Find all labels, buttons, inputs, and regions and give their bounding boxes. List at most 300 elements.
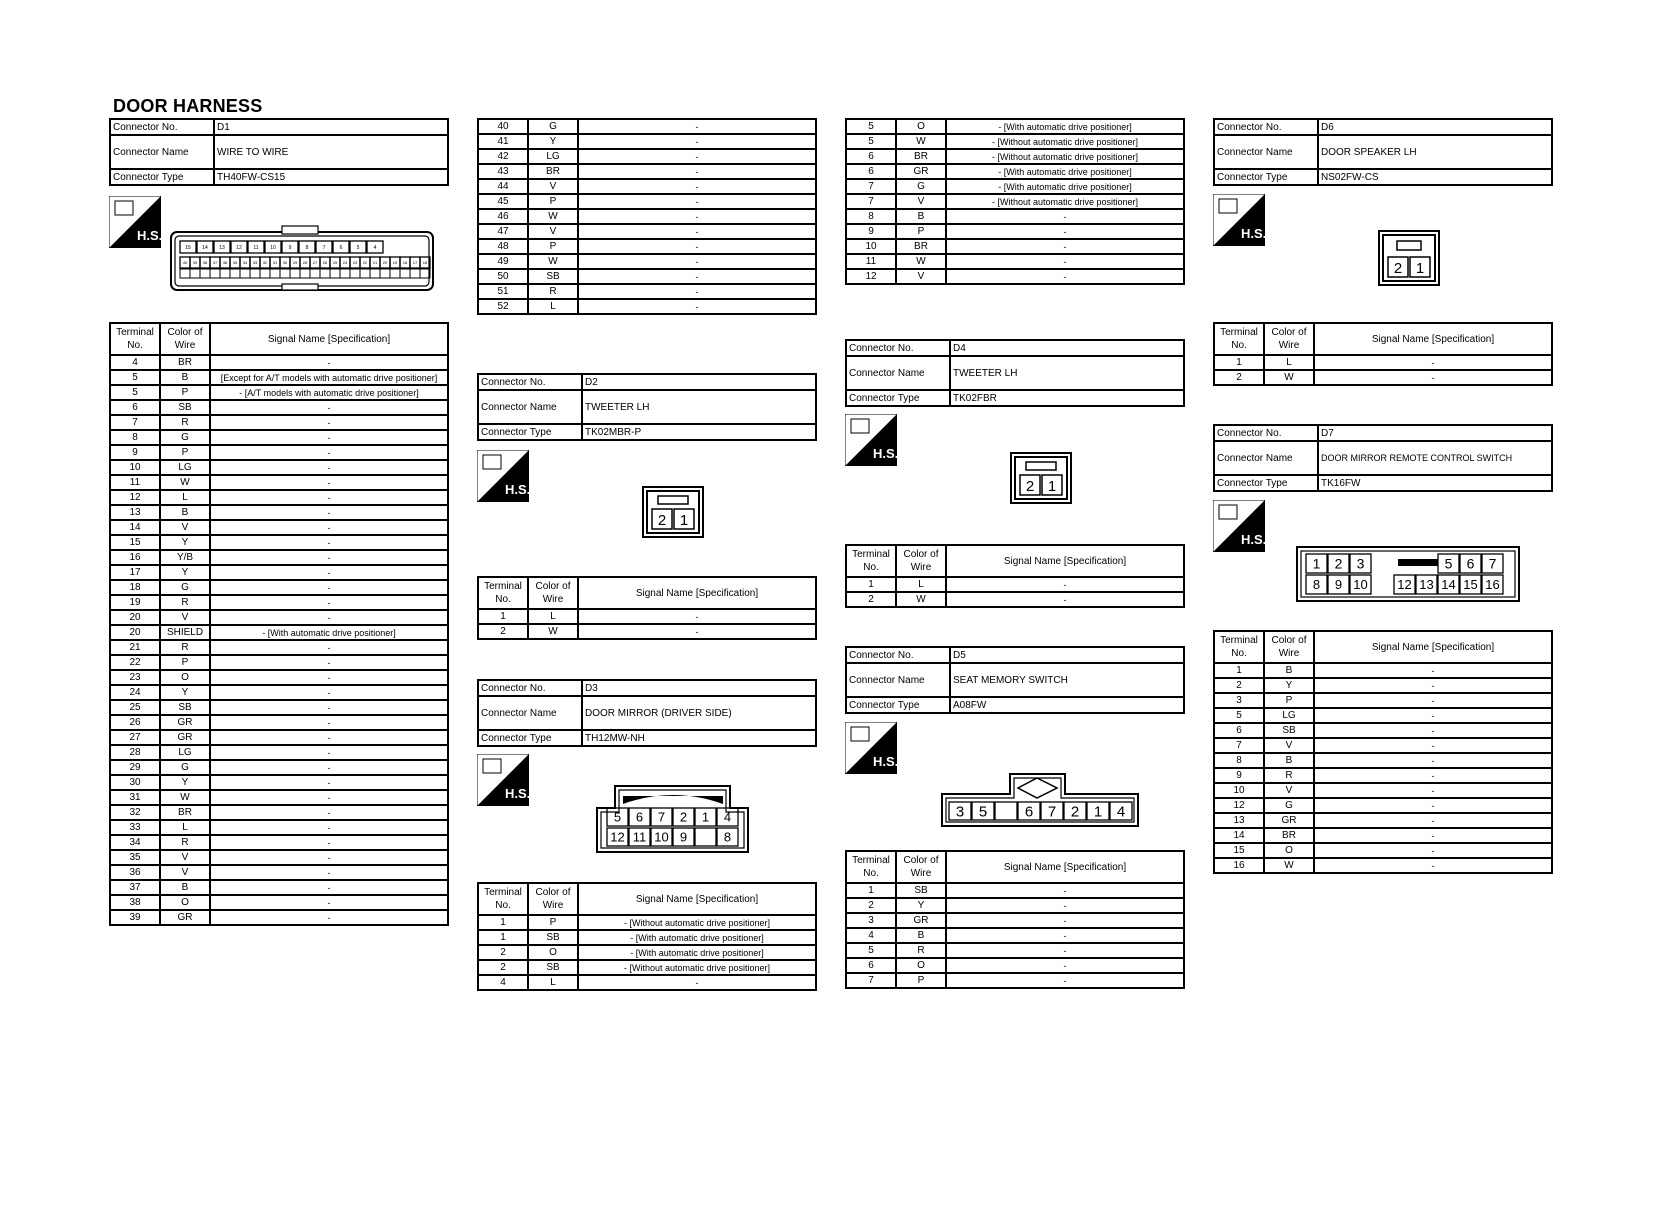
connector-no-label: Connector No. [846, 647, 950, 663]
color-cell: G [1264, 798, 1314, 813]
terminal-cell: 1 [846, 883, 896, 898]
connector-type-value: TK16FW [1318, 475, 1552, 491]
connector-name-value: SEAT MEMORY SWITCH [950, 663, 1184, 697]
pin-label: 5 [613, 809, 622, 825]
table-row [1214, 798, 1552, 813]
table-row [110, 595, 448, 610]
terminal-cell: 6 [110, 400, 160, 415]
connector-name-label: Connector Name [478, 696, 582, 730]
signal-cell: [Except for A/T models with automatic drive positioner] [210, 370, 448, 385]
table-row [110, 520, 448, 535]
color-cell: Y/B [160, 550, 210, 565]
connector-d6-diagram [1378, 230, 1440, 291]
table-row [846, 119, 1184, 134]
color-cell: SB [1264, 723, 1314, 738]
color-cell: L [160, 490, 210, 505]
pin-label: 7 [1047, 803, 1057, 821]
table-row [478, 960, 816, 975]
pin-label: 28 [302, 259, 308, 265]
terminal-cell: 13 [1214, 813, 1264, 828]
color-cell: R [528, 284, 578, 299]
terminal-cell: 4 [110, 355, 160, 370]
signal-cell: - [946, 898, 1184, 913]
color-cell: P [160, 385, 210, 400]
table-row [1214, 693, 1552, 708]
color-cell: O [160, 895, 210, 910]
connector-name-value: TWEETER LH [582, 390, 816, 424]
pin-label: 13 [219, 244, 225, 251]
terminal-cell: 25 [110, 700, 160, 715]
color-of-wire-header: Color of Wire [1264, 631, 1314, 663]
table-row [1214, 355, 1552, 370]
terminal-cell: 23 [110, 670, 160, 685]
terminal-cell: 1 [1214, 355, 1264, 370]
color-cell: G [160, 580, 210, 595]
table-row [110, 655, 448, 670]
table-row [478, 269, 816, 284]
pin-label: 29 [292, 259, 298, 265]
signal-cell: - [1314, 828, 1552, 843]
terminal-no-header: Terminal No. [478, 577, 528, 609]
pin-label: 35 [232, 259, 238, 265]
color-cell: V [896, 194, 946, 209]
terminal-cell: 9 [846, 224, 896, 239]
color-cell: LG [160, 745, 210, 760]
table-row [110, 415, 448, 430]
color-cell: SB [160, 700, 210, 715]
terminal-cell: 8 [1214, 753, 1264, 768]
signal-cell: - [210, 430, 448, 445]
signal-cell: - [210, 745, 448, 760]
color-cell: Y [160, 775, 210, 790]
pin-label: 4 [723, 809, 732, 825]
table-row [110, 370, 448, 385]
terminal-cell: 17 [110, 565, 160, 580]
color-cell: V [160, 850, 210, 865]
color-cell: V [160, 520, 210, 535]
table-row [110, 910, 448, 925]
color-cell: SB [528, 930, 578, 945]
pin-label: 27 [312, 259, 318, 265]
pin-label: 10 [270, 244, 276, 251]
table-row [110, 670, 448, 685]
terminal-cell: 13 [110, 505, 160, 520]
connector-d4-terminal-table [845, 544, 1185, 608]
connector-no-label: Connector No. [478, 680, 582, 696]
signal-cell: - [578, 239, 816, 254]
terminal-cell: 2 [1214, 678, 1264, 693]
table-row [110, 610, 448, 625]
terminal-cell: 15 [1214, 843, 1264, 858]
signal-cell: - [578, 209, 816, 224]
table-row [478, 134, 816, 149]
signal-cell: - [210, 535, 448, 550]
terminal-cell: 48 [478, 239, 528, 254]
terminal-no-header: Terminal No. [846, 851, 896, 883]
terminal-cell: 5 [846, 134, 896, 149]
terminal-cell: 1 [478, 609, 528, 624]
pin-label: 38 [202, 259, 208, 265]
signal-cell: - [210, 910, 448, 925]
connector-d4-info [845, 339, 1185, 407]
pin-label: 1 [1312, 555, 1321, 572]
terminal-cell: 7 [846, 194, 896, 209]
signal-cell: - [578, 609, 816, 624]
signal-cell: - [210, 550, 448, 565]
pin-label: 24 [342, 259, 348, 265]
connector-type-value: A08FW [950, 697, 1184, 713]
color-cell: R [160, 595, 210, 610]
pin-label: 17 [412, 259, 418, 265]
signal-cell: - [210, 805, 448, 820]
terminal-cell: 22 [110, 655, 160, 670]
table-row [110, 865, 448, 880]
signal-cell: - [1314, 768, 1552, 783]
signal-cell: - [1314, 708, 1552, 723]
terminal-cell: 20 [110, 610, 160, 625]
terminal-cell: 19 [110, 595, 160, 610]
color-cell: V [528, 179, 578, 194]
connector-no-label: Connector No. [846, 340, 950, 356]
signal-cell: - [578, 134, 816, 149]
signal-cell: - [578, 179, 816, 194]
terminal-cell: 46 [478, 209, 528, 224]
terminal-cell: 29 [110, 760, 160, 775]
pin-label: 34 [242, 259, 248, 265]
terminal-cell: 44 [478, 179, 528, 194]
signal-cell: - [210, 475, 448, 490]
pin-label: 1 [1415, 260, 1425, 277]
signal-cell: - [210, 460, 448, 475]
connector-type-label: Connector Type [478, 730, 582, 746]
color-of-wire-header: Color of Wire [896, 545, 946, 577]
pin-label: 9 [679, 829, 688, 845]
connector-no-value: D6 [1318, 119, 1552, 135]
pin-label: 2 [1334, 555, 1343, 572]
terminal-cell: 9 [1214, 768, 1264, 783]
pin-label: 31 [272, 259, 278, 265]
table-row [846, 943, 1184, 958]
signal-cell: - [578, 299, 816, 314]
table-row [846, 209, 1184, 224]
terminal-cell: 7 [846, 179, 896, 194]
pin-label: 3 [1356, 555, 1365, 572]
pin-label: 39 [192, 259, 198, 265]
table-row [1214, 783, 1552, 798]
connector-d3-terminal-table [477, 882, 817, 991]
pin-label: 14 [202, 244, 208, 251]
connector-d7-info [1213, 424, 1553, 492]
terminal-cell: 28 [110, 745, 160, 760]
color-cell: L [528, 299, 578, 314]
table-row [478, 624, 816, 639]
color-of-wire-header: Color of Wire [528, 883, 578, 915]
table-row [478, 975, 816, 990]
terminal-cell: 2 [846, 592, 896, 607]
terminal-cell: 6 [846, 958, 896, 973]
signal-cell: - [210, 565, 448, 580]
color-cell: Y [528, 134, 578, 149]
terminal-cell: 10 [1214, 783, 1264, 798]
connector-d2-terminal-table [477, 576, 817, 640]
table-row [110, 490, 448, 505]
color-cell: V [1264, 738, 1314, 753]
table-row [110, 460, 448, 475]
color-cell: O [528, 945, 578, 960]
table-row [846, 973, 1184, 988]
pin-label: 30 [282, 259, 288, 265]
hs-icon [477, 450, 529, 507]
table-row [846, 913, 1184, 928]
table-row [478, 609, 816, 624]
color-cell: SHIELD [160, 625, 210, 640]
table-row [1214, 678, 1552, 693]
terminal-cell: 5 [110, 385, 160, 400]
terminal-cell: 9 [110, 445, 160, 460]
terminal-cell: 30 [110, 775, 160, 790]
table-row [846, 269, 1184, 284]
color-cell: W [160, 790, 210, 805]
signal-cell: - [578, 224, 816, 239]
color-cell: Y [160, 565, 210, 580]
color-cell: GR [160, 910, 210, 925]
terminal-cell: 16 [110, 550, 160, 565]
signal-cell: - [210, 895, 448, 910]
pin-label: 8 [305, 244, 309, 251]
signal-cell: - [1314, 738, 1552, 753]
connector-name-value: WIRE TO WIRE [214, 135, 448, 169]
pin-label: 6 [1466, 555, 1475, 572]
table-row [1214, 370, 1552, 385]
hs-badge-text: H.S. [505, 786, 529, 801]
color-cell: W [1264, 370, 1314, 385]
table-row [478, 194, 816, 209]
color-cell: B [1264, 753, 1314, 768]
connector-d1-continued-table [477, 118, 817, 315]
color-cell: O [160, 670, 210, 685]
terminal-no-header: Terminal No. [110, 323, 160, 355]
table-row [478, 930, 816, 945]
pin-label: 4 [373, 244, 377, 251]
hs-icon [845, 414, 897, 471]
pin-label: 11 [632, 829, 647, 845]
color-cell: G [896, 179, 946, 194]
table-row [110, 715, 448, 730]
signal-cell: - [210, 580, 448, 595]
color-cell: R [896, 943, 946, 958]
connector-d3-info [477, 679, 817, 747]
color-cell: V [528, 224, 578, 239]
table-row [478, 164, 816, 179]
terminal-cell: 4 [846, 928, 896, 943]
pin-label: 12 [1397, 577, 1412, 593]
signal-cell: - [Without automatic drive positioner] [946, 194, 1184, 209]
color-cell: V [160, 865, 210, 880]
signal-cell: - [A/T models with automatic drive positioner] [210, 385, 448, 400]
terminal-cell: 10 [110, 460, 160, 475]
table-row [846, 149, 1184, 164]
color-cell: Y [160, 535, 210, 550]
table-row [110, 760, 448, 775]
table-row [1214, 813, 1552, 828]
pin-label: 40 [182, 259, 188, 265]
table-row [1214, 723, 1552, 738]
table-row [1214, 843, 1552, 858]
connector-d1-info [109, 118, 449, 186]
table-row [846, 164, 1184, 179]
signal-name-header: Signal Name [Specification] [946, 545, 1184, 577]
pin-label: 14 [1441, 577, 1456, 593]
signal-cell: - [210, 730, 448, 745]
signal-cell: - [578, 194, 816, 209]
color-cell: B [896, 209, 946, 224]
signal-cell: - [210, 445, 448, 460]
table-row [110, 895, 448, 910]
table-row [846, 577, 1184, 592]
pin-label: 12 [610, 829, 625, 845]
pin-label: 2 [1025, 478, 1035, 495]
color-cell: L [528, 609, 578, 624]
signal-cell: - [With automatic drive positioner] [578, 930, 816, 945]
table-row [846, 239, 1184, 254]
table-row [846, 254, 1184, 269]
pin-label: 1 [701, 809, 710, 825]
terminal-cell: 2 [478, 624, 528, 639]
color-cell: R [160, 835, 210, 850]
connector-type-label: Connector Type [110, 169, 214, 185]
pin-label: 32 [262, 259, 268, 265]
pin-label: 13 [1419, 577, 1434, 593]
color-cell: W [528, 254, 578, 269]
signal-cell: - [1314, 843, 1552, 858]
pin-label: 1 [679, 512, 689, 529]
signal-cell: - [210, 505, 448, 520]
table-row [110, 850, 448, 865]
connector-type-label: Connector Type [846, 390, 950, 406]
color-cell: GR [896, 164, 946, 179]
terminal-cell: 6 [846, 164, 896, 179]
signal-cell: - [Without automatic drive positioner] [578, 960, 816, 975]
connector-name-label: Connector Name [1214, 441, 1318, 475]
color-cell: P [160, 655, 210, 670]
connector-type-value: TH12MW-NH [582, 730, 816, 746]
terminal-cell: 18 [110, 580, 160, 595]
pin-label: 15 [1463, 577, 1478, 593]
signal-cell: - [210, 715, 448, 730]
pin-label: 1 [1093, 803, 1103, 821]
color-cell: R [1264, 768, 1314, 783]
signal-cell: - [1314, 858, 1552, 873]
terminal-cell: 8 [846, 209, 896, 224]
color-cell: LG [528, 149, 578, 164]
pin-label: 18 [402, 259, 408, 265]
color-cell: P [528, 194, 578, 209]
signal-cell: - [With automatic drive positioner] [946, 179, 1184, 194]
terminal-cell: 7 [846, 973, 896, 988]
table-row [110, 745, 448, 760]
terminal-cell: 1 [478, 915, 528, 930]
pin-label: 2 [1070, 803, 1080, 821]
table-row [478, 299, 816, 314]
pin-label: 21 [372, 259, 378, 265]
signal-cell: - [210, 880, 448, 895]
connector-no-label: Connector No. [1214, 425, 1318, 441]
pin-label: 26 [322, 259, 328, 265]
signal-cell: - [Without automatic drive positioner] [946, 149, 1184, 164]
terminal-cell: 14 [110, 520, 160, 535]
terminal-cell: 7 [110, 415, 160, 430]
color-cell: B [896, 928, 946, 943]
pin-label: 9 [288, 244, 292, 251]
color-cell: V [160, 610, 210, 625]
table-row [110, 835, 448, 850]
table-row [478, 179, 816, 194]
terminal-cell: 12 [846, 269, 896, 284]
terminal-cell: 5 [110, 370, 160, 385]
pin-label: 6 [1024, 803, 1034, 821]
color-cell: BR [896, 149, 946, 164]
color-cell: GR [160, 730, 210, 745]
table-row [110, 550, 448, 565]
table-row [846, 179, 1184, 194]
color-cell: L [896, 577, 946, 592]
connector-type-label: Connector Type [1214, 475, 1318, 491]
signal-cell: - [578, 975, 816, 990]
color-cell: BR [528, 164, 578, 179]
pin-label: 16 [422, 259, 428, 265]
connector-name-value: DOOR MIRROR REMOTE CONTROL SWITCH [1318, 441, 1552, 475]
connector-d7-diagram [1296, 546, 1520, 607]
color-of-wire-header: Color of Wire [160, 323, 210, 355]
table-row [846, 224, 1184, 239]
terminal-cell: 6 [846, 149, 896, 164]
table-row [110, 805, 448, 820]
table-row [846, 898, 1184, 913]
connector-type-value: NS02FW-CS [1318, 169, 1552, 185]
terminal-cell: 16 [1214, 858, 1264, 873]
table-row [1214, 708, 1552, 723]
terminal-cell: 11 [846, 254, 896, 269]
table-row [110, 685, 448, 700]
color-cell: B [160, 370, 210, 385]
pin-label: 2 [1393, 260, 1403, 277]
color-cell: W [528, 209, 578, 224]
pin-label: 23 [352, 259, 358, 265]
color-cell: L [1264, 355, 1314, 370]
table-row [846, 928, 1184, 943]
color-cell: BR [160, 805, 210, 820]
hs-icon [1213, 500, 1265, 557]
terminal-cell: 43 [478, 164, 528, 179]
connector-name-value: DOOR SPEAKER LH [1318, 135, 1552, 169]
connector-d4-diagram [1010, 452, 1072, 509]
signal-cell: - [210, 520, 448, 535]
connector-d3-diagram [595, 782, 750, 861]
color-of-wire-header: Color of Wire [1264, 323, 1314, 355]
pin-label: 9 [1334, 577, 1343, 593]
terminal-cell: 27 [110, 730, 160, 745]
connector-name-label: Connector Name [846, 663, 950, 697]
signal-cell: - [1314, 798, 1552, 813]
color-cell: GR [1264, 813, 1314, 828]
signal-name-header: Signal Name [Specification] [946, 851, 1184, 883]
signal-cell: - [1314, 355, 1552, 370]
color-cell: W [528, 624, 578, 639]
connector-d5-info [845, 646, 1185, 714]
signal-cell: - [1314, 370, 1552, 385]
connector-type-label: Connector Type [1214, 169, 1318, 185]
connector-no-label: Connector No. [110, 119, 214, 135]
